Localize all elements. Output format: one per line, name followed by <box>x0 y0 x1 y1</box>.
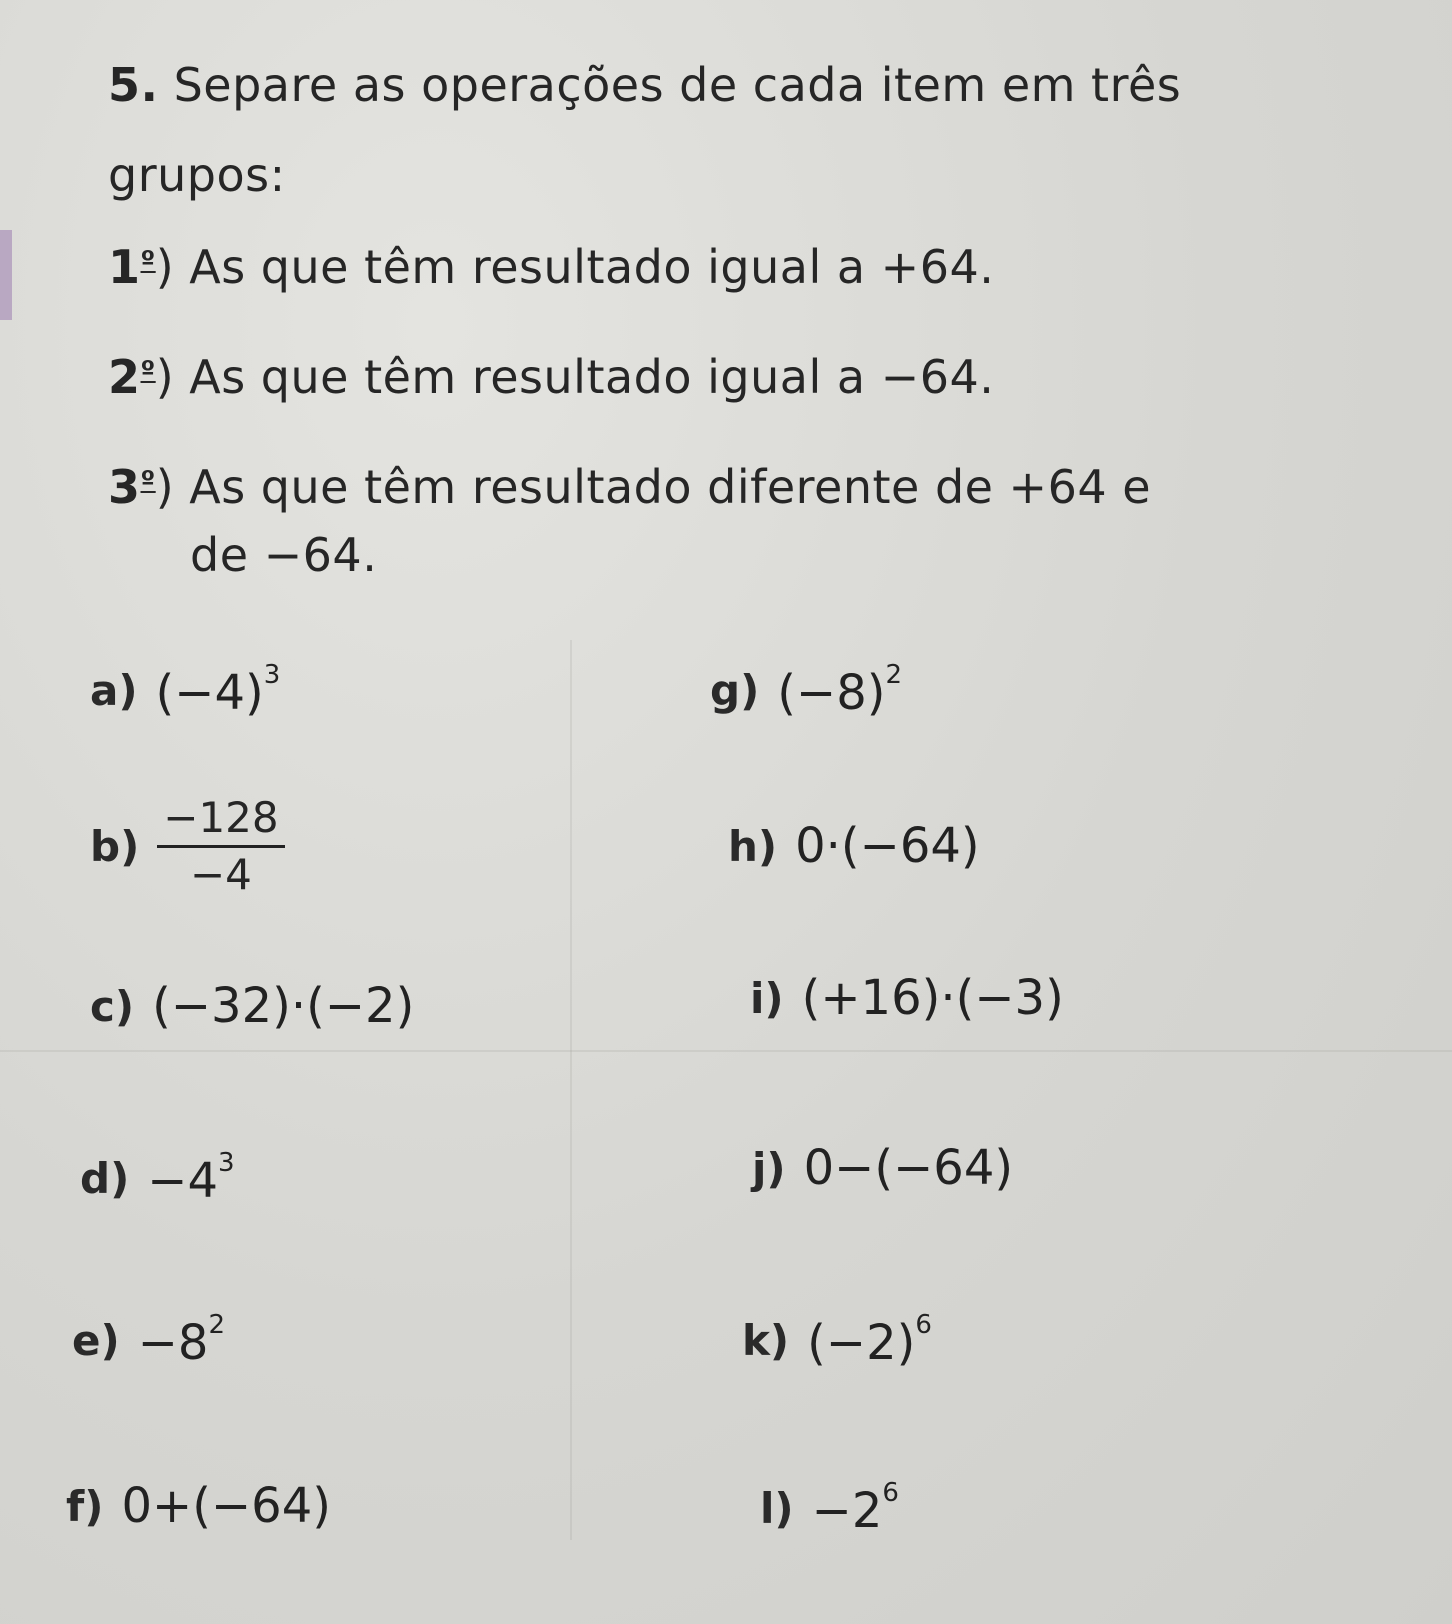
group-3-text: ) As que têm resultado diferente de +64 e <box>155 460 1152 514</box>
item-f-expression: 0+(−64) <box>121 1478 331 1534</box>
item-k-label: k) <box>742 1316 790 1365</box>
item-c <box>90 978 414 1034</box>
group-2 <box>108 350 994 404</box>
item-i-label: i) <box>750 973 784 1023</box>
group-1-text: ) As que têm resultado igual a +64. <box>155 240 995 294</box>
item-b-label: b) <box>90 822 140 872</box>
item-a-exponent: 3 <box>263 660 281 690</box>
item-a-label: a) <box>90 666 138 715</box>
question-number: 5. <box>108 58 159 112</box>
item-h-label: h) <box>728 821 778 871</box>
item-c-label: c) <box>90 981 135 1031</box>
item-b-denominator: −4 <box>189 850 252 900</box>
item-i <box>750 970 1064 1026</box>
item-j <box>752 1140 1013 1196</box>
item-e-label: e) <box>72 1316 120 1365</box>
item-g-expression: $(-8)^2$ <box>777 660 903 721</box>
item-k-expression: $(-2)^6$ <box>807 1310 932 1371</box>
group-1 <box>108 240 994 294</box>
item-a-expression: $(-4)^3$ <box>155 660 281 721</box>
question-line-2 <box>108 148 286 202</box>
item-j-expression: 0−(−64) <box>803 1140 1014 1196</box>
item-l-exponent: 6 <box>882 1478 899 1508</box>
question-text: Separe as operações de cada item em três <box>173 58 1182 112</box>
bleed-line <box>570 640 572 1540</box>
group-3-text-cont: de −64. <box>190 528 378 582</box>
item-j-label: j) <box>752 1143 786 1193</box>
item-k <box>742 1310 932 1371</box>
item-b-numerator: −128 <box>157 795 284 848</box>
group-2-text: ) As que têm resultado igual a −64. <box>155 350 995 404</box>
item-b <box>90 795 285 898</box>
item-e-exponent: 2 <box>208 1310 225 1340</box>
question-text-cont: grupos: <box>108 148 286 202</box>
group-3-number: $3^º$ <box>108 460 156 514</box>
group-3 <box>108 460 1151 514</box>
item-d <box>80 1148 235 1209</box>
item-h <box>728 818 980 874</box>
item-i-expression: (+16)·(−3) <box>801 970 1064 1026</box>
item-d-label: d) <box>80 1154 130 1203</box>
item-d-exponent: 3 <box>218 1148 235 1178</box>
ordinal-mark: º <box>140 466 156 496</box>
ordinal-mark: º <box>140 246 156 276</box>
item-e-expression: $-8^2$ <box>137 1310 225 1371</box>
item-l-expression: $-2^6$ <box>811 1478 899 1539</box>
item-c-expression: (−32)·(−2) <box>152 978 415 1034</box>
margin-color-strip <box>0 230 12 320</box>
item-f <box>66 1478 331 1534</box>
item-l-label: l) <box>760 1484 794 1533</box>
item-b-fraction <box>157 795 284 898</box>
question-line-1 <box>108 58 1181 112</box>
group-2-number: $2^º$ <box>108 350 156 404</box>
item-a <box>90 660 280 721</box>
item-e <box>72 1310 225 1371</box>
item-l <box>760 1478 899 1539</box>
item-g <box>710 660 902 721</box>
group-3-continuation <box>190 528 377 582</box>
bleed-line <box>0 1050 1452 1052</box>
group-1-number: $1^º$ <box>108 240 156 294</box>
item-k-exponent: 6 <box>915 1310 932 1340</box>
item-g-label: g) <box>710 666 760 715</box>
item-f-label: f) <box>66 1481 104 1531</box>
item-g-exponent: 2 <box>885 660 903 690</box>
item-h-expression: 0·(−64) <box>795 818 980 874</box>
ordinal-mark: º <box>140 356 156 386</box>
item-d-expression: $-4^3$ <box>147 1148 235 1209</box>
